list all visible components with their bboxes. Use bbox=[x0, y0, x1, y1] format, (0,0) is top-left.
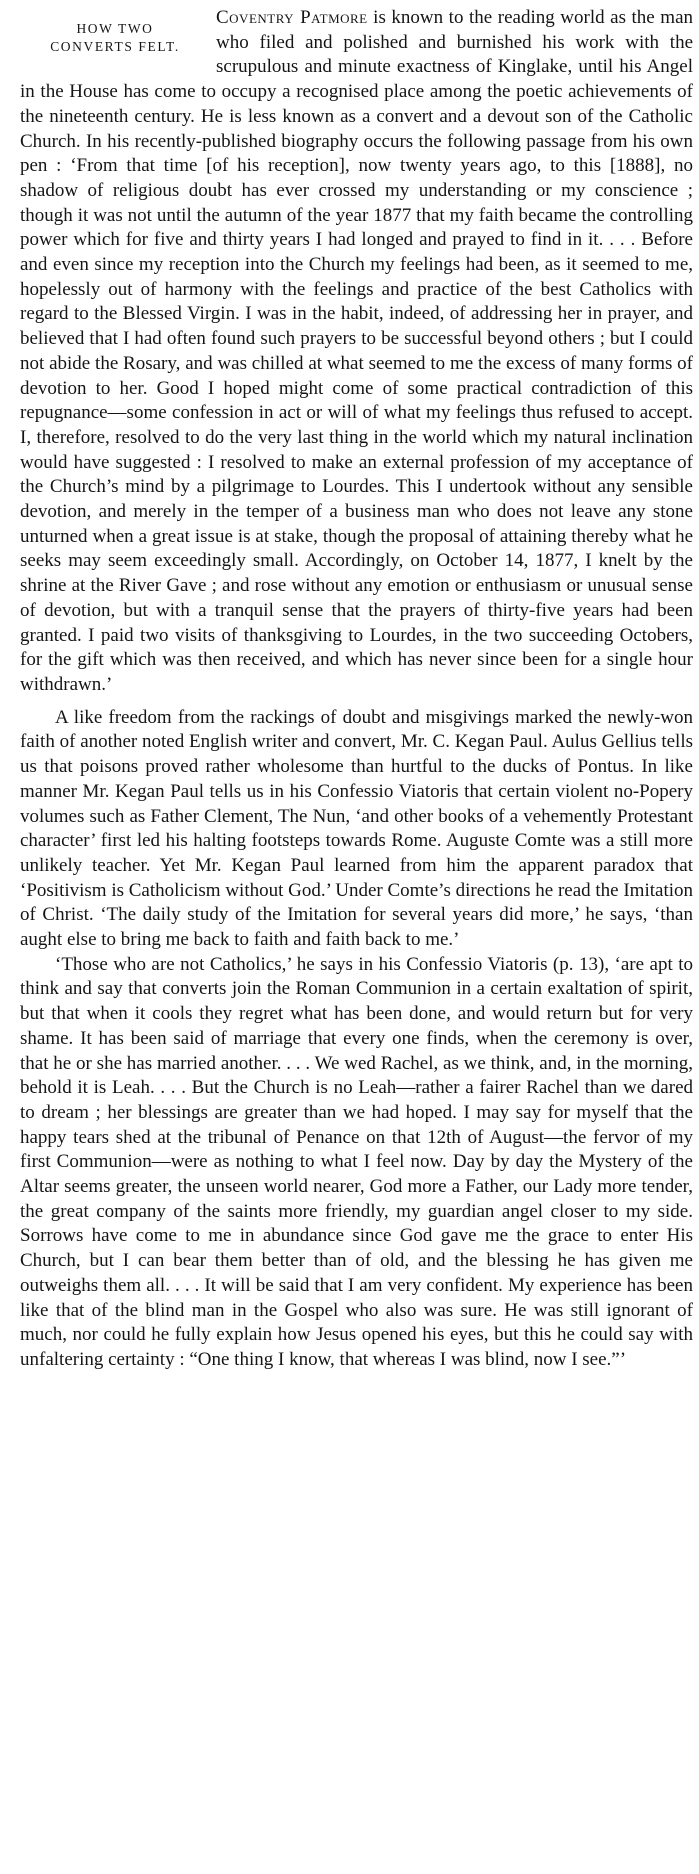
margin-heading-line-2: CONVERTS FELT. bbox=[50, 39, 180, 54]
opening-name: Coventry Patmore bbox=[216, 7, 368, 28]
margin-heading bbox=[20, 20, 210, 56]
paragraph-3: ‘Those who are not Catholics,’ he says in his Confessio Viatoris (p. 13), ‘are apt to think and say that converts join the Roman Communion in a certain exaltation of spirit, but that when it cools they regret what has been done, and would return but for very shame. It has been said of marriage that every one finds, when the ceremony is over, that he or she has married another. . . . We wed Rachel, as we think, and, in the morning, behold it is Leah. . . . But the Church is no Leah—rather a fairer Rachel than we dared to dream ; her blessings are greater than we had hoped. I may say for myself that the happy tears shed at the tribunal of Penance on that 12th of August—the fervor of my first Communion—were as nothing to what I feel now. Day by day the Mystery of the Altar seems greater, the unseen world nearer, God more a Father, our Lady more tender, the great company of the saints more friendly, my guardian angel closer to my side. Sorrows have come to me in abundance since God gave me the grace to enter His Church, but I can bear them better than of old, and the blessing he has given me outweighs them all. . . . It will be said that I am very confident. My experience has been like that of the blind man in the Gospel who also was sure. He was still ignorant of much, nor could he fully explain how Jesus opened his eyes, but this he could say with unfaltering certainty : “One thing I know, that whereas I was blind, now I see.”’ bbox=[20, 953, 693, 1370]
margin-heading-line-1: HOW TWO bbox=[76, 21, 154, 36]
paragraph-1-text: is known to the reading world as the man who filed and polished and burnished his work with the scrupulous and minute exactness of Kinglake, until his Angel in the House has come to occupy a recognised place among the poetic achievements of the nineteenth century. He is less known as a convert and a devout son of the Catholic Church. In his recently-published biography occurs the following passage from his own pen : ‘From that time [of his reception], now twenty years ago, to this [1888], no shadow of religious doubt has ever crossed my understanding or my conscience ; though it was not until the autumn of the year 1877 that my faith became the controlling power which for five and thirty years I had longed and prayed to find in it. . . . Before and even since my reception into the Church my feelings had been, as it seemed to me, hopelessly out of harmony with the feelings and practice of the best Catholics with regard to the Blessed Virgin. I was in the habit, indeed, of addressing her in prayer, and believed that I had often found such prayers to be successful beyond others ; but I could not abide the Rosary, and was chilled at what seemed to me the excess of many forms of devotion to her. Good I hoped might come of some practical contradiction of this repugnance—some confession in act or will of what my feelings thus refused to accept. I, therefore, resolved to do the very last thing in the world which my natural inclination would have suggested : I resolved to make an external profession of my acceptance of the Church’s mind by a pilgrimage to Lourdes. This I undertook without any sensible devotion, and merely in the temper of a business man who does not leave any stone unturned when a great issue is at stake, though the proposal of attaining thereby what he seeks may seem exceedingly small. Accordingly, on October 14, 1877, I knelt by the shrine at the River Gave ; and rose without any emotion or enthusiasm or unusual sense of devotion, but with a tranquil sense that the prayers of thirty-five years had been granted. I paid two visits of thanksgiving to Lourdes, in the two succeeding Octobers, for the gift which was then received, and which has never since been for a single hour withdrawn.’ bbox=[20, 7, 693, 695]
paragraph-1 bbox=[20, 6, 693, 698]
paragraph-2: A like freedom from the rackings of doubt and misgivings marked the newly-won faith of another noted English writer and convert, Mr. C. Kegan Paul. Aulus Gellius tells us that poisons proved rather wholesome than hurtful to the ducks of Pontus. In like manner Mr. Kegan Paul tells us in his Confessio Viatoris that certain violent no-Popery volumes such as Father Clement, The Nun, ‘and other books of a vehemently Protestant character’ first led his halting footsteps towards Rome. Auguste Comte was a still more unlikely teacher. Yet Mr. Kegan Paul learned from him the apparent paradox that ‘Positivism is Catholicism without God.’ Under Comte’s directions he read the Imitation of Christ. ‘The daily study of the Imitation for several years did more,’ he says, ‘than aught else to bring me back to faith and faith back to me.’ bbox=[20, 706, 694, 951]
